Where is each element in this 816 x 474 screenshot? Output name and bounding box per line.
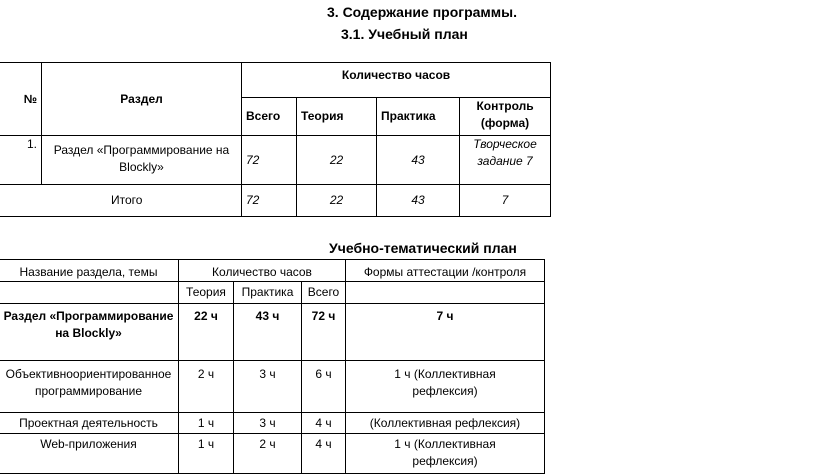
table-row-form: 1 ч (Коллективная рефлексия) <box>346 434 545 474</box>
column-practice-header: Практика <box>377 98 460 136</box>
total-practice: 43 <box>377 185 460 217</box>
column-number-header: № <box>0 63 42 136</box>
section-heading: 3. Содержание программы. <box>327 4 517 20</box>
table-row-name: Проектная деятельность <box>0 413 179 434</box>
table-row-total: 72 ч <box>302 304 346 361</box>
table-row-theory: 1 ч <box>179 413 234 434</box>
row-practice: 43 <box>377 136 460 185</box>
table-row-total: 4 ч <box>302 434 346 474</box>
total-hours: 72 <box>242 185 297 217</box>
column-theory-header: Теория <box>297 98 377 136</box>
table-row-total: 6 ч <box>302 361 346 413</box>
total-theory: 22 <box>297 185 377 217</box>
column-control-header: Контроль (форма) <box>460 98 551 136</box>
column-section-header: Раздел <box>42 63 242 136</box>
subsection-heading: 3.1. Учебный план <box>341 26 468 42</box>
study-plan-table <box>0 62 551 217</box>
column-hours-header: Количество часов <box>242 63 551 98</box>
row-control: Творческое задание 7 <box>460 136 551 185</box>
thematic-plan-table <box>0 259 545 474</box>
table-row-practice: 2 ч <box>234 434 302 474</box>
table-row-theory: 2 ч <box>179 361 234 413</box>
table-row-theory: 22 ч <box>179 304 234 361</box>
row-number: 1. <box>0 136 42 185</box>
header-spacer <box>0 282 179 304</box>
column-total-header: Всего <box>242 98 297 136</box>
column-hours-header: Количество часов <box>179 260 346 282</box>
header-spacer <box>346 282 545 304</box>
table-row-form: 7 ч <box>346 304 545 361</box>
column-total-header: Всего <box>302 282 346 304</box>
total-control: 7 <box>460 185 551 217</box>
table-row-theory: 1 ч <box>179 434 234 474</box>
table-row-practice: 3 ч <box>234 413 302 434</box>
table-row-name: Объективноориентированное программирование <box>0 361 179 413</box>
table-row-practice: 3 ч <box>234 361 302 413</box>
row-theory: 22 <box>297 136 377 185</box>
column-practice-header: Практика <box>234 282 302 304</box>
row-total: 72 <box>242 136 297 185</box>
table-row-name: Раздел «Программирование на Blockly» <box>0 304 179 361</box>
total-label: Итого <box>0 185 242 217</box>
column-forms-header: Формы аттестации /контроля <box>346 260 545 282</box>
table-row-name: Web-приложения <box>0 434 179 474</box>
column-theory-header: Теория <box>179 282 234 304</box>
table-row-form: (Коллективная рефлексия) <box>346 413 545 434</box>
table-row-practice: 43 ч <box>234 304 302 361</box>
row-section: Раздел «Программирование на Blockly» <box>42 136 242 185</box>
table-row-total: 4 ч <box>302 413 346 434</box>
column-name-header: Название раздела, темы <box>0 260 179 282</box>
table-row-form: 1 ч (Коллективная рефлексия) <box>346 361 545 413</box>
thematic-plan-heading: Учебно-тематический план <box>329 240 517 256</box>
